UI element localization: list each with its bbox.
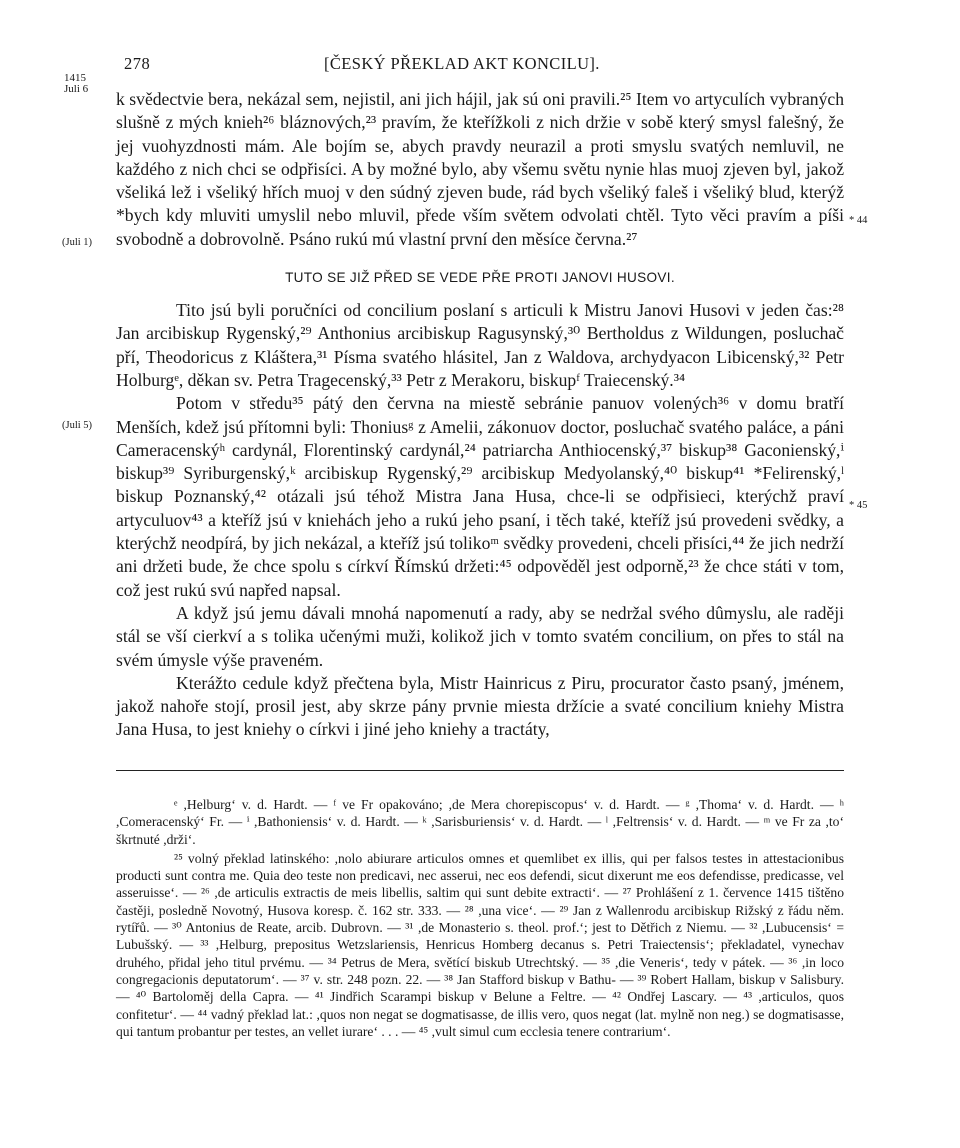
paragraph-commissioners: Tito jsú byli poručníci od concilium poslaní s articuli k Mistru Janovi Husovi v jeden čas:²⁸ Jan arcibiskup Rygenský,²⁹ Anthonius arcibiskup Ragusynský,³⁰ Bertholdus z Wildungen, posluchač pří, Theodoricus z Kláštera,³¹ Písma svatého hlásitel, Jan z Waldova, archydyacon Libicenský,³² Petr Holburgᵉ, děkan sv. Petra Tragecenský,³³ Petr z Merakoru, biskupᶠ Traiecenský.³⁴ <box>116 300 844 390</box>
paragraph-procurator: Kterážto cedule když přečtena byla, Mistr Hainricus z Piru, procurator často psaný, jménem, jakož nahoře stojí, prosil jest, aby skrze pány prvnie miesta držície a svaté concilium kniehy Mistra Jana Husa, to jest kniehy o církvi i jiné jeho kniehy a tractáty, <box>116 672 844 740</box>
running-title: [ČESKÝ PŘEKLAD AKT KONCILU]. <box>324 54 600 73</box>
paragraph-declaration: k svědectvie bera, nekázal sem, nejistil, ani jich hájil, jak sú oni pravili.²⁵ Item vo artyculích vybraných slušně z mých knieh²⁶ bláznových,²³ pravím, že kteřížkoli z nich držie v sobě který smysl falešný, že jej vuohyzdnosti mám. Ale bojím se, abych pravdy neurazil a proti smyslu svatých nemluvil, ne každého z nich chci se odpřisíci. A by možné bylo, aby všemu světu nynie hlas muoj zjeven byl, jakož všeliká lež i všeliký hřích muoj v den súdný zjeven bude, rád bych všeliký faleš i všeliký blud, kterýž *bych kdy mluviti umyslil nebo mluvil, přede vším světem odvolati chtěl. Tyto věci pravím a píši svobodně a dobrovolně. Psáno rukú mú vlastní první den měsíce června.²⁷ <box>116 89 844 249</box>
margin-date-top <box>64 73 88 95</box>
margin-date-juli-6: Juli 6 <box>64 83 89 95</box>
footnote-commentary: ²⁵ volný překlad latinského: ,nolo abiurare articulos omnes et quemlibet ex illis, qui per falsos testes in attestacionibus producti sunt contra me. Quia deo teste non predicavi, nec asserui, nec eos defendi, sicut dixerunt me eos defendisse, predicasse, vel asseruisse‘. — ²⁶ ,de articulis extractis de meis libellis, saltim qui sunt debite extracti‘. — ²⁷ Prohlášení z 1. července 1415 tištěno častěji, posledně Novotný, Husova koresp. č. 162 str. 333. — ²⁸ ,una vice‘. — ²⁹ Jan z Wallenrodu arcibiskup Rižský z řádu něm. rytířů. — ³⁰ Antonius de Reate, arcib. Dubrovn. — ³¹ ,de Monasterio s. theol. prof.‘; jest to Dětřich z Niemu. — ³² ,Lubucensis‘ = Lubušský. — ³³ ,Helburg, prepositus Wetzslariensis, Henricus Homberg decanus s. Petri Traiectensis‘; překladatel, vynechav druhého, přidal jeho titul prvému. — ³⁴ Petrus de Mera, světící biskub Utrechtský. — ³⁵ ,die Veneris‘, tedy v pátek. — ³⁶ ,in loco congregacionis deputatorum‘. — ³⁷ v. str. 248 pozn. 22. — ³⁸ Jan Stafford biskup v Bathu- — ³⁹ Robert Hallam, biskup v Salisbury. — ⁴⁰ Bartoloměj della Capra. — ⁴¹ Jindřich Scarampi biskup v Belune a Feltre. — ⁴² Ondřej Lascary. — ⁴³ ,articulos, quos confitetur‘. — ⁴⁴ vadný překlad lat.: ,quos non negat se dogmatisasse, de illis vero, quos negat (lat. mylně non neg.) se dogmatisasse, qui tantum probantur per testes, an vellet iurare‘ . . . — ⁴⁵ ,vult simul cum ecclesia tenere contrarium‘. <box>116 850 844 1039</box>
footnote-variants: ᵉ ,Helburg‘ v. d. Hardt. — ᶠ ve Fr opakováno; ,de Mera chorepiscopus‘ v. d. Hardt. — ᵍ ,Thoma‘ v. d. Hardt. — ʰ ,Comeracenský‘ Fr. — ⁱ ,Bathoniensis‘ v. d. Hardt. — ᵏ ,Sarisburiensis‘ v. d. Hardt. — ˡ ,Feltrensis‘ v. d. Hardt. — ᵐ ve Fr za ,to‘ škrtnuté ,drži‘. <box>116 797 844 847</box>
section-heading: TUTO SE JIŽ PŘED SE VEDE PŘE PROTI JANOVI HUSOVI. <box>285 270 675 286</box>
margin-folio-45: * 45 <box>849 500 868 511</box>
footnotes <box>116 796 844 1040</box>
paragraph-admonitions: A když jsú jemu dávali mnohá napomenutí a rady, aby se nedržal svého dûmyslu, ale raději stál se vší cierkví a s tolika učenými muži, kolikož jich v tomto svatém concilium, on přes to stál na svém úmysle výše praveném. <box>116 602 844 670</box>
running-head <box>124 52 844 76</box>
margin-date-juli-5: (Juli 5) <box>62 420 93 431</box>
margin-folio-44: * 44 <box>849 215 868 226</box>
paragraph-wednesday-session: Potom v středu³⁵ pátý den června na miestě sebránie panuov volených³⁶ v domu bratří Menších, kdež jsú přítomni byli: Thoniusᵍ z Amelii, zákonuov doctor, posluchač svatého paláce, a páni Cameracenskýʰ cardynál, Florentinský cardynál,²⁴ patriarcha Anthiocenský,³⁷ biskup³⁸ Gaconienský,ⁱ biskup³⁹ Syriburgenský,ᵏ arcibiskup Rygenský,²⁹ arcibiskup Medyolanský,⁴⁰ biskup⁴¹ *Felirenský,ˡ biskup Poznanský,⁴² otázali jsú téhož Mistra Jana Husa, chce-li se odpřisieci, kterýchž praví artyculuov⁴³ a kteříž jsú v kniehách jeho a rukú jeho psaní, i těch také, kteříž jsú provedeni svědky, a kterýchž neodpírá, by jich nekázal, a kteříž jsú tolikoᵐ svědky provedeni, chceli přisíci,⁴⁴ že jich nedrží ani držeti bude, že chce spolu s církví Římskú držeti:⁴⁵ odpověděl jest odporně,²³ že chce státi v tom, což jest rukú svú napřed napsal. <box>116 393 844 600</box>
page-number: 278 <box>124 54 151 73</box>
footnote-divider <box>116 770 844 771</box>
main-text <box>116 88 844 742</box>
margin-date-juli-1: (Juli 1) <box>62 237 93 248</box>
margin-year: 1415 <box>64 72 86 84</box>
